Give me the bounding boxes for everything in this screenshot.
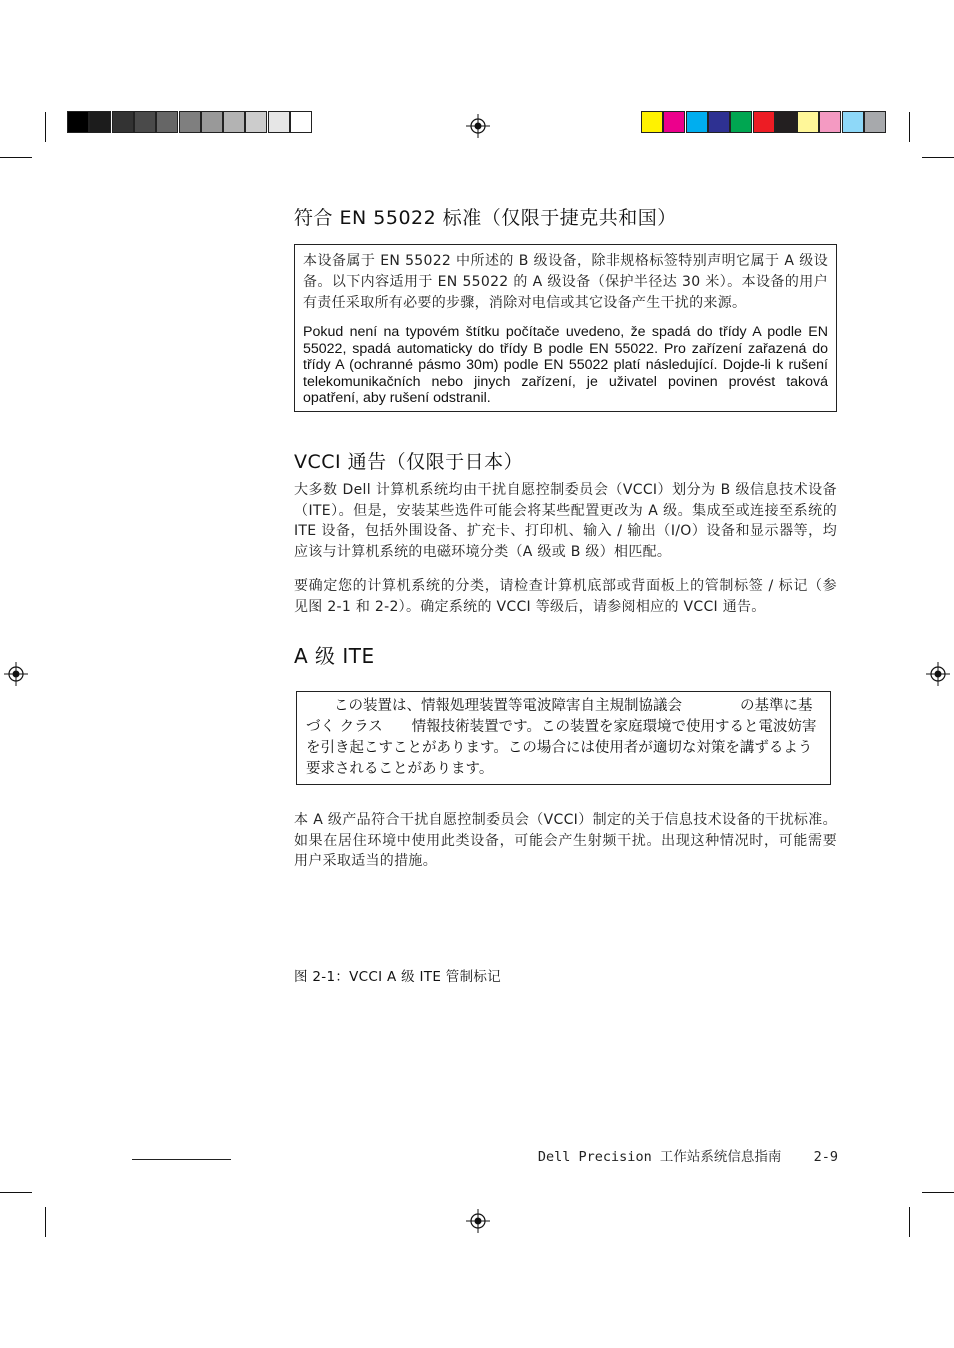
color-swatch xyxy=(842,111,864,133)
en55022-heading: 符合 EN 55022 标准（仅限于捷克共和国） xyxy=(294,207,677,229)
crop-mark xyxy=(909,112,910,142)
color-swatch xyxy=(663,111,685,133)
color-swatch xyxy=(708,111,730,133)
color-swatch xyxy=(686,111,708,133)
japanese-notice-box xyxy=(296,691,831,785)
registration-mark-icon xyxy=(926,662,950,686)
color-swatch xyxy=(730,111,752,133)
registration-mark-icon xyxy=(466,1209,490,1233)
color-swatch xyxy=(819,111,841,133)
color-swatch xyxy=(641,111,663,133)
class-a-heading: A 级 ITE xyxy=(294,644,375,668)
registration-mark-icon xyxy=(4,662,28,686)
crop-mark xyxy=(45,1207,46,1237)
registration-mark-icon xyxy=(466,114,490,138)
color-swatch xyxy=(201,111,223,133)
en55022-chinese-text: 本设备属于 EN 55022 中所述的 B 级设备，除非规格标签特别声明它属于 A 级设备。以下内容适用于 EN 55022 的 A 级设备（保护半径达 30 米）。本设备的用户有责任采取所有必要的步骤，消除对电信或其它设备产生干扰的来源。 xyxy=(303,253,828,311)
crop-mark xyxy=(922,1192,954,1193)
color-swatch xyxy=(290,111,312,133)
crop-mark xyxy=(909,1207,910,1237)
japanese-notice-text: この装置は、情報処理装置等電波障害自主規制協議会 の基準に基づく クラス 情報技術装置です。この装置を家庭環境で使用すると電波妨害を引き起こすことがあります。この場合には使用者が適切な対策を講ずるよう要求されることがあります。 xyxy=(306,698,817,777)
page-number: 2-9 xyxy=(813,1149,838,1165)
color-swatch xyxy=(864,111,886,133)
color-swatch xyxy=(179,111,201,133)
en55022-notice-box xyxy=(294,244,837,412)
crop-mark xyxy=(45,112,46,142)
color-swatch xyxy=(67,111,89,133)
color-swatch xyxy=(156,111,178,133)
color-swatch xyxy=(797,111,819,133)
vcci-heading: VCCI 通告（仅限于日本） xyxy=(294,451,524,473)
vcci-paragraph-2: 要确定您的计算机系统的分类，请检查计算机底部或背面板上的管制标签 / 标记（参见图 2-1 和 2-2）。确定系统的 VCCI 等级后，请参阅相应的 VCCI 通告。 xyxy=(294,578,837,615)
color-swatch xyxy=(245,111,267,133)
color-swatch xyxy=(775,111,797,133)
class-a-paragraph: 本 A 级产品符合干扰自愿控制委员会（VCCI）制定的关于信息技术设备的干扰标准。如果在居住环境中使用此类设备，可能会产生射频干扰。出现这种情况时，可能需要用户采取适当的措施。 xyxy=(294,812,837,869)
color-swatch xyxy=(134,111,156,133)
footer-title: Dell Precision 工作站系统信息指南 xyxy=(537,1149,782,1165)
footer-rule xyxy=(132,1159,231,1160)
page-footer xyxy=(538,1145,838,1165)
figure-caption: 图 2-1：VCCI A 级 ITE 管制标记 xyxy=(294,969,501,985)
vcci-paragraph-1: 大多数 Dell 计算机系统均由干扰自愿控制委员会（VCCI）划分为 B 级信息技术设备（ITE）。但是，安装某些选件可能会将某些配置更改为 A 级。集成至或连接至系统的 ITE 设备，包括外围设备、扩充卡、打印机、输入 / 输出（I/O）设备和显示器等，均应该与计算机系统的电磁环境分类（A 级或 B 级）相匹配。 xyxy=(294,482,837,560)
crop-mark xyxy=(922,157,954,158)
color-swatch xyxy=(753,111,775,133)
color-swatch xyxy=(223,111,245,133)
color-swatch xyxy=(89,111,111,133)
color-swatch xyxy=(268,111,290,133)
color-swatch xyxy=(112,111,134,133)
crop-mark xyxy=(0,157,32,158)
crop-mark xyxy=(0,1192,32,1193)
en55022-czech-text: Pokud není na typovém štítku počítače uvedeno, že spadá do třídy A podle EN 55022, spadá automaticky do třídy B podle EN 55022. Pro zařízení zařazená do třídy A (ochranné pásmo 30m) podle EN 55022 platí následující. Dojde-li k rušení telekomunikačních nebo jinych zařízení, je uživatel povinen provést taková opatření, aby rušení odstranil. xyxy=(303,324,828,406)
